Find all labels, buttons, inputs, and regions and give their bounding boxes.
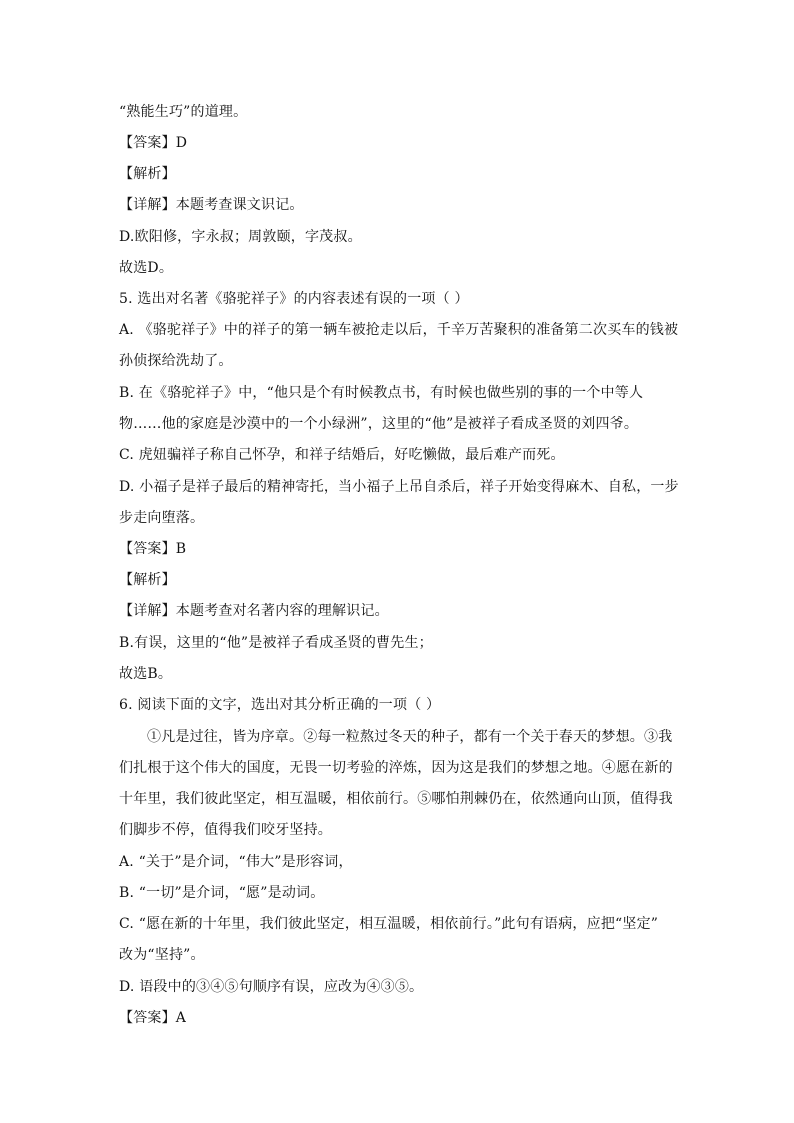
- analysis-label: 【解析】: [119, 166, 176, 182]
- passage-line: 们脚步不停，值得我们咬牙坚持。: [119, 822, 332, 838]
- option-c: C. 虎妞骗祥子称自己怀孕，和祥子结婚后，好吃懒做，最后难产而死。: [119, 447, 565, 463]
- text-line: 步走向堕落。: [119, 510, 205, 526]
- passage-line: 们扎根于这个伟大的国度，无畏一切考验的淬炼，因为这是我们的梦想之地。④愿在新的: [119, 760, 673, 776]
- text-line: 孙侦探给洗劫了。: [119, 353, 233, 369]
- text-line: B.有误，这里的“他”是被祥子看成圣贤的曹先生；: [119, 635, 433, 651]
- text-line: 改为“坚持”。: [119, 947, 205, 963]
- option-a: A. “关于”是介词，“伟大”是形容词，: [119, 854, 353, 870]
- question-6-stem: 6. 阅读下面的文字，选出对其分析正确的一项（ ）: [119, 697, 441, 713]
- answer-label: 【答案】D: [119, 135, 188, 151]
- detail-line: 【详解】本题考查课文识记。: [119, 197, 304, 213]
- answer-label: 【答案】A: [119, 1010, 187, 1026]
- passage-line: 十年里，我们彼此坚定，相互温暖，相依前行。⑤哪怕荆棘仍在，依然通向山顶，值得我: [119, 791, 673, 807]
- option-b: B. 在《骆驼祥子》中，“他只是个有时候教点书，有时候也做些别的事的一个中等人: [119, 385, 644, 401]
- answer-label: 【答案】B: [119, 541, 187, 557]
- detail-line: 【详解】本题考查对名著内容的理解识记。: [119, 603, 389, 619]
- question-5-stem: 5. 选出对名著《骆驼祥子》的内容表述有误的一项（ ）: [119, 291, 469, 307]
- text-line: 物……他的家庭是沙漠中的一个小绿洲”，这里的“他”是被祥子看成圣贤的刘四爷。: [119, 416, 639, 432]
- passage-line: ①凡是过往，皆为序章。②每一粒熬过冬天的种子，都有一个关于春天的梦想。③我: [147, 729, 673, 745]
- option-c: C. “愿在新的十年里，我们彼此坚定，相互温暖，相依前行。”此句有语病，应把“坚定”: [119, 916, 659, 932]
- analysis-label: 【解析】: [119, 572, 176, 588]
- option-d: D. 小福子是祥子最后的精神寄托，当小福子上吊自杀后，祥子开始变得麻木、自私，一步: [119, 479, 679, 495]
- option-d: D. 语段中的③④⑤句顺序有误，应改为④③⑤。: [119, 979, 424, 995]
- option-a: A. 《骆驼祥子》中的祥子的第一辆车被抢走以后，千辛万苦聚积的准备第二次买车的钱被: [119, 322, 679, 338]
- text-line: “熟能生巧”的道理。: [119, 104, 248, 120]
- option-b: B. “一切”是介词，“愿”是动词。: [119, 885, 325, 901]
- text-line: D.欧阳修，字永叔；周敦颐，字茂叔。: [119, 229, 362, 245]
- text-line: 故选B。: [119, 666, 173, 682]
- text-line: 故选D。: [119, 260, 174, 276]
